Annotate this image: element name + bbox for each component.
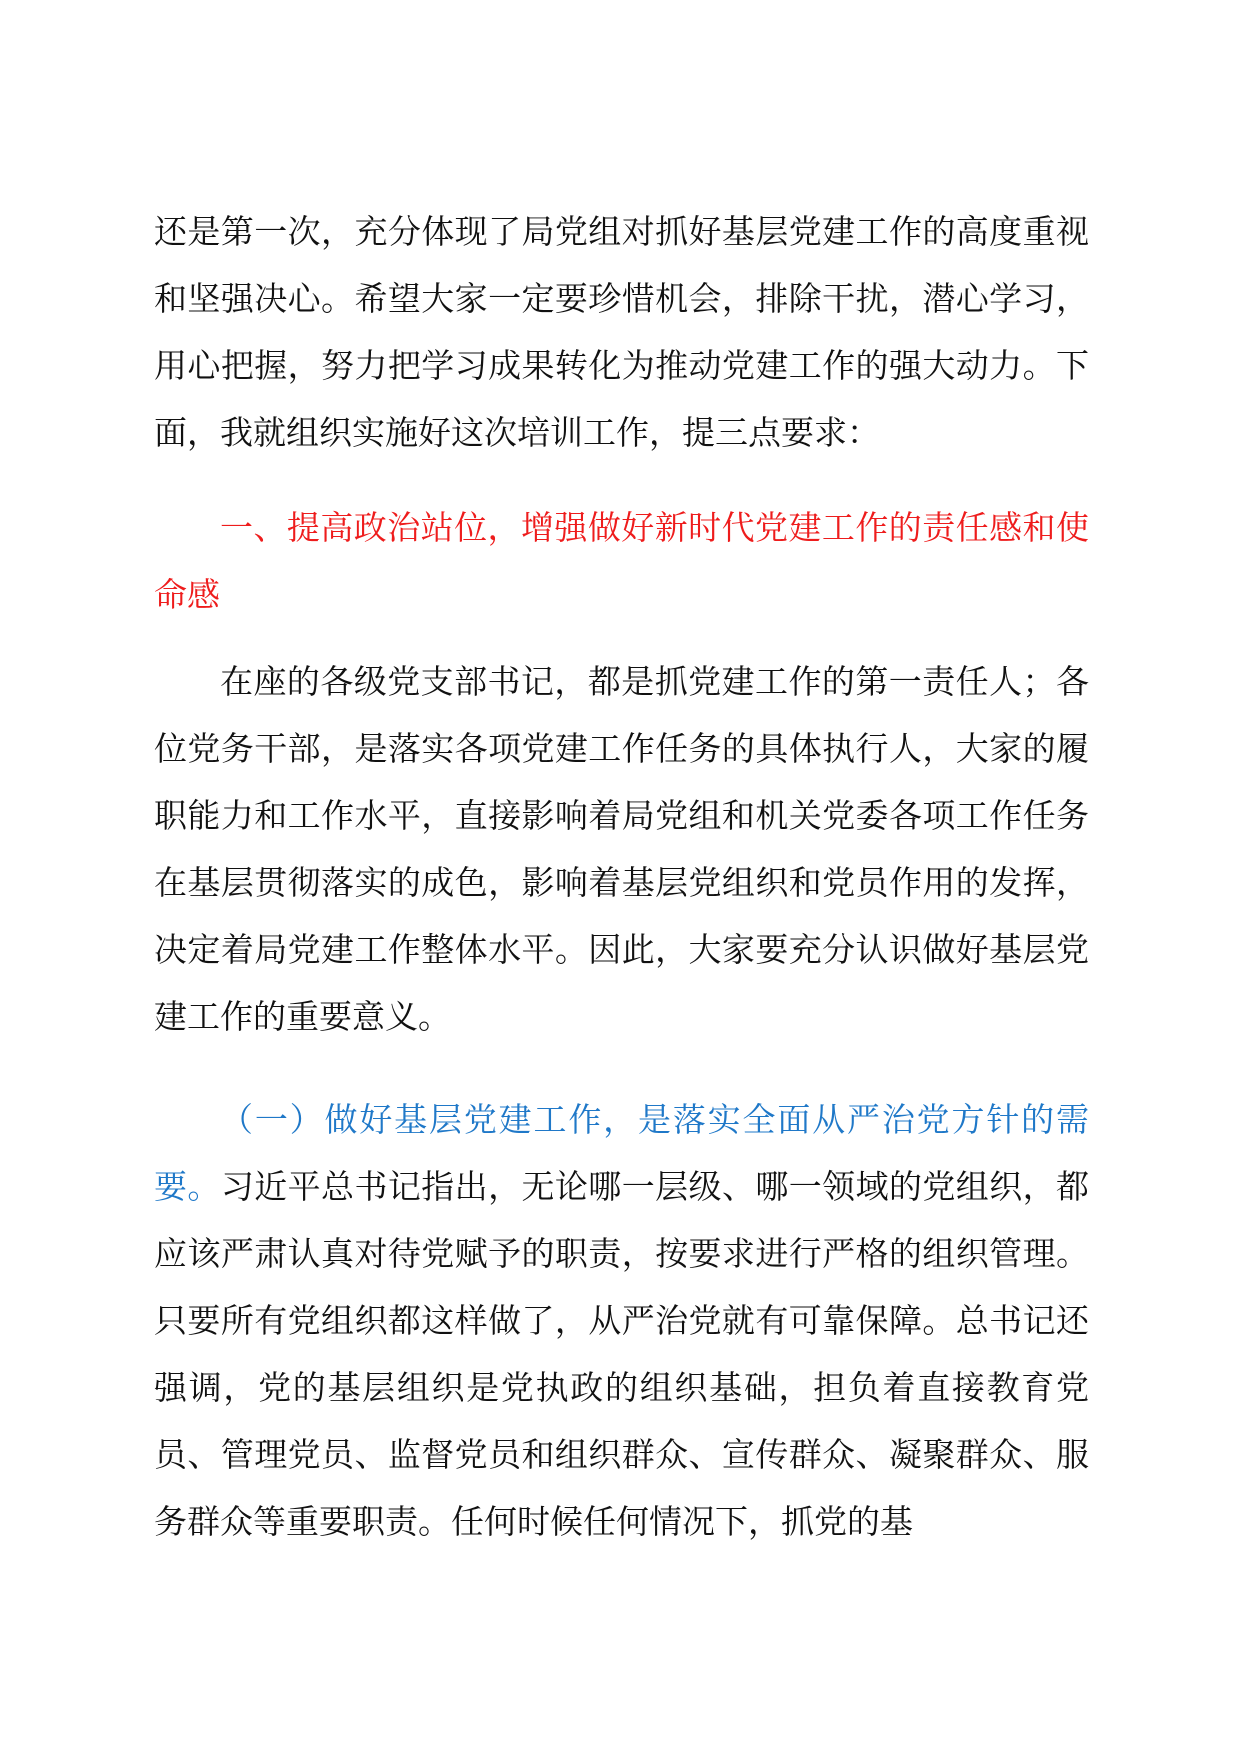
intro-paragraph: 还是第一次，充分体现了局党组对抓好基层党建工作的高度重视和坚强决心。希望大家一定要珍惜机会，排除干扰，潜心学习，用心把握，努力把学习成果转化为推动党建工作的强大动力。下面，我就组织实施好这次培训工作，提三点要求： <box>154 212 1089 452</box>
section-heading-1: 一、提高政治站位，增强做好新时代党建工作的责任感和使命感 <box>154 508 1089 614</box>
section-1-paragraph: 在座的各级党支部书记，都是抓党建工作的第一责任人；各位党务干部，是落实各项党建工作任务的具体执行人，大家的履职能力和工作水平，直接影响着局党组和机关党委各项工作任务在基层贯彻落实的成色，影响着基层党组织和党员作用的发挥，决定着局党建工作整体水平。因此，大家要充分认识做好基层党建工作的重要意义。 <box>154 662 1089 1036</box>
subsection-heading-1: （一）做好基层党建工作，是落实全面从严治党方针的需要。 <box>154 1100 1089 1206</box>
subsection-1-paragraph <box>154 1086 1089 1555</box>
subsection-1-text: 习近平总书记指出，无论哪一层级、哪一领域的党组织，都应该严肃认真对待党赋予的职责，按要求进行严格的组织管理。只要所有党组织都这样做了，从严治党就有可靠保障。总书记还强调，党的基层组织是党执政的组织基础，担负着直接教育党员、管理党员、监督党员和组织群众、宣传群众、凝聚群众、服务群众等重要职责。任何时候任何情况下，抓党的基 <box>154 1167 1090 1541</box>
